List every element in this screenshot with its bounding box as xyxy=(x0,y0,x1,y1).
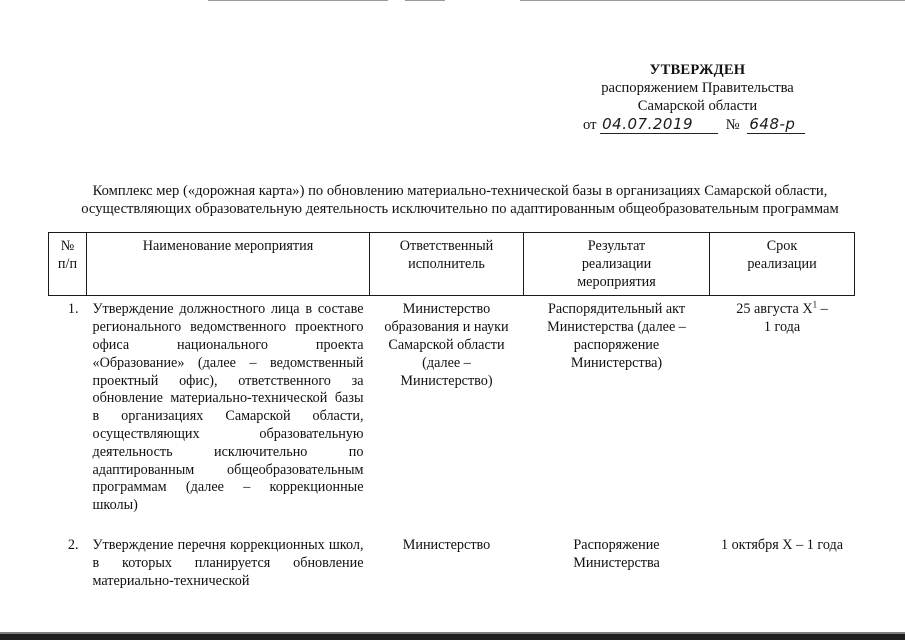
row-number: 2. xyxy=(67,536,79,553)
approval-block xyxy=(575,61,820,134)
date-prefix: от xyxy=(583,117,597,133)
row-activity-name: Утверждение должностного лица в составе регионального ведомственного проектного офиса национального проекта «Образование» (далее – ведомственный проектный офис), ответственного за обновление материально-технической базы в организациях Самарской области, осуществляющих образовательную деятельность исключительно по адаптированным общеобразовательным программам (далее – коррекционные школы) xyxy=(92,301,364,514)
scan-top-edge-mark xyxy=(405,0,445,1)
row-activity-name: Утверждение перечня коррекционных школ, в которых планируется обновление материально-технической xyxy=(92,536,364,589)
row-executor: Министерство образования и науки Самарской области (далее – Министерство) xyxy=(384,301,509,389)
scan-top-edge-mark xyxy=(520,0,905,1)
row-executor: Министерство xyxy=(402,536,491,553)
row-result: Распоряжение Министерства xyxy=(573,536,660,571)
handwritten-number: 648-р xyxy=(747,115,805,134)
header-number: № п/п xyxy=(49,233,87,296)
approval-line-1: распоряжением Правительства xyxy=(601,80,794,96)
row-deadline: 1 октября X – 1 года xyxy=(720,536,844,553)
header-activity-name: Наименование мероприятия xyxy=(87,233,370,296)
title-line-1: Комплекс мер («дорожная карта») по обновлению материально-технической базы в организациях Самарской области, xyxy=(92,183,828,199)
table-row xyxy=(49,533,855,590)
number-sign: № xyxy=(725,117,740,133)
approval-date-number-line xyxy=(575,115,820,134)
approval-line-2: Самарской области xyxy=(637,98,758,114)
approval-heading: УТВЕРЖДЕН xyxy=(649,62,746,78)
handwritten-date: 04.07.2019 xyxy=(600,115,718,134)
table-row xyxy=(49,296,855,533)
header-executor: Ответственный исполнитель xyxy=(370,233,524,296)
header-result: Результат реализации мероприятия xyxy=(524,233,710,296)
title-line-2: осуществляющих образовательную деятельность исключительно по адаптированным общеобразовательным программам xyxy=(81,201,839,217)
header-deadline: Срок реализации xyxy=(710,233,855,296)
document-title xyxy=(40,182,880,218)
row-result: Распорядительный акт Министерства (далее – распоряжение Министерства) xyxy=(547,301,686,371)
scan-bottom-edge xyxy=(0,634,905,640)
row-deadline: 25 августа $X^1$ – 1 года xyxy=(736,299,828,336)
table-header-row xyxy=(49,233,855,296)
scan-top-edge-mark xyxy=(208,0,388,1)
row-number: 1. xyxy=(67,301,79,318)
roadmap-table xyxy=(48,232,855,590)
